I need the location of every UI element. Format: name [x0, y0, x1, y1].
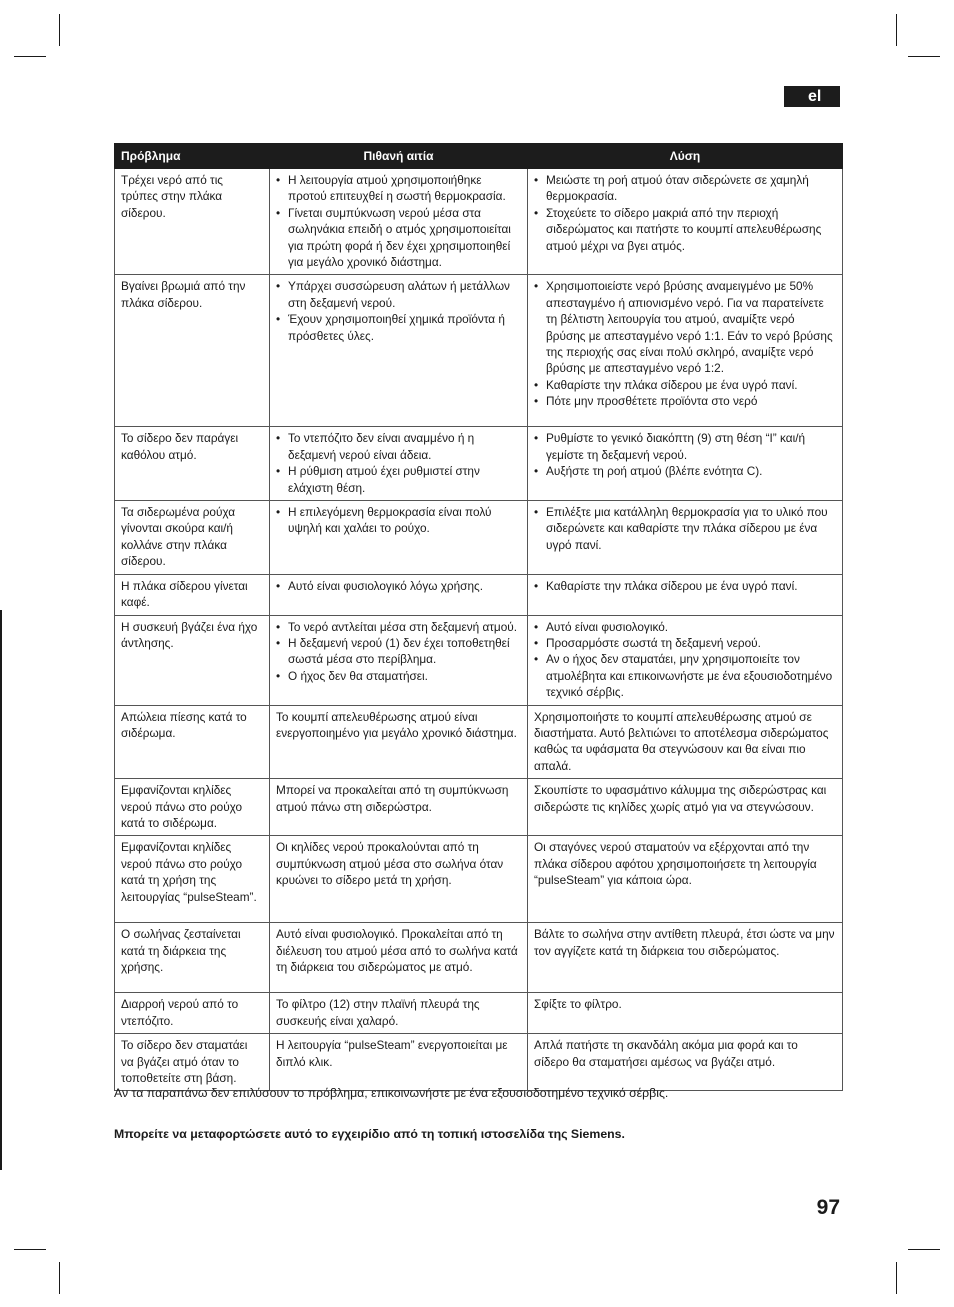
problem-text: Εμφανίζονται κηλίδες νερού πάνω στο ρούχο κατά το σιδέρωμα.	[121, 783, 243, 830]
cause-item: • Υπάρχει συσσώρευση αλάτων ή μετάλλων στη δεξαμενή νερού.	[276, 278, 521, 311]
cause-item: • Η λειτουργία ατμού χρησιμοποιήθηκε προτού επιτευχθεί η σωστή θερμοκρασία.	[276, 172, 521, 205]
cause-cell	[270, 615, 528, 705]
solution-item: • Αυξήστε τη ροή ατμού (βλέπε ενότητα C).	[534, 463, 836, 479]
problem-cell	[115, 836, 270, 923]
cause-list	[276, 172, 521, 270]
solution-cell	[528, 705, 843, 779]
solution-item: • Στοχεύετε το σίδερο μακριά από την περιοχή σιδερώματος και πατήστε το κουμπί απελευθέρωσης ατμού μέχρι να βγει ατμός.	[534, 205, 836, 254]
problem-cell	[115, 275, 270, 427]
crop-mark	[908, 1249, 940, 1250]
problem-text: Διαρροή νερού από το ντεπόζιτο.	[121, 997, 239, 1028]
table-row	[115, 705, 843, 779]
solution-cell	[528, 427, 843, 501]
solution-item: • Αυτό είναι φυσιολογικό.	[534, 619, 836, 635]
crop-mark	[59, 1262, 60, 1294]
problem-text: Ο σωλήνας ζεσταίνεται κατά τη διάρκεια της χρήσης.	[121, 927, 241, 975]
problem-cell	[115, 501, 270, 575]
cause-item: • Το νερό αντλείται μέσα στη δεξαμενή ατμού.	[276, 619, 521, 635]
table-row	[115, 275, 843, 427]
problem-text: Το σίδερο δεν παράγει καθόλου ατμό.	[121, 431, 239, 462]
problem-cell	[115, 993, 270, 1034]
cause-item: • Ο ήχος δεν θα σταματήσει.	[276, 668, 521, 684]
solution-cell	[528, 169, 843, 275]
solution-text: Σφίξτε το φίλτρο.	[534, 997, 622, 1012]
solution-list	[534, 430, 836, 479]
cause-text: Οι κηλίδες νερού προκαλούνται από τη συμπύκνωση ατμού μέσα στο σωλήνα όταν κρυώνει το σίδερο μετά τη χρήση.	[276, 840, 504, 888]
table-body	[115, 169, 843, 1091]
binding-edge-rule	[0, 610, 2, 1170]
cause-cell	[270, 169, 528, 275]
crop-mark	[896, 14, 897, 46]
solution-cell	[528, 615, 843, 705]
service-note: Αν τα παραπάνω δεν επιλύσουν το πρόβλημα, επικοινωνήστε με ένα εξουσιοδοτημένο τεχνικό σέρβις.	[114, 1086, 669, 1100]
solution-cell	[528, 574, 843, 615]
page-number: 97	[816, 1196, 840, 1219]
solution-item: • Επιλέξτε μια κατάλληλη θερμοκρασία για το υλικό που σιδερώνετε και καθαρίστε την πλάκα σίδερου με ένα υγρό πανί.	[534, 504, 836, 553]
table-row	[115, 779, 843, 836]
solution-item: • Ρυθμίστε το γενικό διακόπτη (9) στη θέση “I” και/ή γεμίστε τη δεξαμενή νερού.	[534, 430, 836, 463]
solution-item: • Μειώστε τη ροή ατμού όταν σιδερώνετε σε χαμηλή θερμοκρασία.	[534, 172, 836, 205]
solution-cell	[528, 275, 843, 427]
download-note: Μπορείτε να μεταφορτώσετε αυτό το εγχειρίδιο από τη τοπική ιστοσελίδα της Siemens.	[114, 1127, 625, 1141]
cause-list	[276, 504, 521, 537]
problem-text: Το σίδερο δεν σταματάει να βγάζει ατμό όταν το τοποθετείτε στη βάση.	[121, 1038, 248, 1085]
cause-cell	[270, 275, 528, 427]
table-row	[115, 993, 843, 1034]
solution-list	[534, 619, 836, 701]
solution-cell	[528, 501, 843, 575]
problem-text: Τρέχει νερό από τις τρύπες στην πλάκα σίδερου.	[121, 173, 223, 220]
cause-cell	[270, 836, 528, 923]
table-row	[115, 427, 843, 501]
cause-cell	[270, 574, 528, 615]
language-badge: el	[784, 86, 840, 107]
problem-cell	[115, 1034, 270, 1091]
solution-item: • Χρησιμοποιείστε νερό βρύσης αναμειγμένο με 50% απεσταγμένο ή απιονισμένο νερό. Για να παρατείνετε τη βέλτιστη λειτουργία του ατμού, αναμίξτε νερό βρύσης με απεσταγμένο νερό 1:1. Εάν το νερό βρύσης της περιοχής σας είναι πολύ σκληρό, αναμίξτε νερό βρύσης με απεσταγμένο νερό 1:2.	[534, 278, 836, 376]
problem-cell	[115, 574, 270, 615]
cause-cell	[270, 501, 528, 575]
solution-item: • Καθαρίστε την πλάκα σίδερου με ένα υγρό πανί.	[534, 377, 836, 393]
solution-text: Σκουπίστε το υφασμάτινο κάλυμμα της σιδερώστρας και σιδερώστε τις κηλίδες χωρίς ατμό για να στεγνώσουν.	[534, 783, 827, 814]
crop-mark	[896, 1262, 897, 1294]
cause-text: Το κουμπί απελευθέρωσης ατμού είναι ενεργοποιημένο για μεγάλο χρονικό διάστημα.	[276, 709, 517, 740]
solution-cell	[528, 1034, 843, 1091]
problem-cell	[115, 169, 270, 275]
cause-item: • Η επιλεγόμενη θερμοκρασία είναι πολύ υψηλή και χαλάει το ρούχο.	[276, 504, 521, 537]
solution-cell	[528, 923, 843, 993]
solution-text: Βάλτε το σωλήνα στην αντίθετη πλευρά, έτσι ώστε να μην τον αγγίζετε κατά τη διάρκεια του σιδερώματος.	[534, 927, 835, 958]
cause-text: Μπορεί να προκαλείται από τη συμπύκνωση ατμού πάνω στη σιδερώστρα.	[276, 783, 509, 814]
crop-mark	[59, 14, 60, 46]
header-solution: Λύση	[528, 144, 843, 169]
solution-cell	[528, 836, 843, 923]
solution-list	[534, 278, 836, 409]
solution-item: • Πότε μην προσθέτετε προϊόντα στο νερό	[534, 393, 836, 409]
header-problem: Πρόβλημα	[115, 144, 270, 169]
solution-text: Χρησιμοποιήστε το κουμπί απελευθέρωσης ατμού σε διαστήματα. Αυτό βελτιώνει το αποτέλεσμα σιδερώματος καθώς τα υφάσματα θα στεγνώσουν και θα είναι πιο απαλά.	[534, 709, 829, 773]
solution-list	[534, 504, 836, 553]
problem-text: Η συσκευή βγάζει ένα ήχο άντλησης.	[121, 619, 258, 650]
header-cause: Πιθανή αιτία	[270, 144, 528, 169]
problem-cell	[115, 427, 270, 501]
cause-cell	[270, 427, 528, 501]
crop-mark	[14, 56, 46, 57]
solution-cell	[528, 779, 843, 836]
table-row	[115, 1034, 843, 1091]
cause-cell	[270, 1034, 528, 1091]
troubleshooting-table	[114, 143, 843, 1091]
problem-cell	[115, 923, 270, 993]
table-row	[115, 574, 843, 615]
solution-list	[534, 578, 836, 594]
cause-item: • Αυτό είναι φυσιολογικό λόγω χρήσης.	[276, 578, 521, 594]
cause-cell	[270, 705, 528, 779]
table-row	[115, 169, 843, 275]
crop-mark	[14, 1249, 46, 1250]
problem-cell	[115, 779, 270, 836]
table-row	[115, 836, 843, 923]
cause-item: • Έχουν χρησιμοποιηθεί χημικά προϊόντα ή πρόσθετες ύλες.	[276, 311, 521, 344]
crop-mark	[908, 56, 940, 57]
table-row	[115, 615, 843, 705]
cause-cell	[270, 923, 528, 993]
cause-item: • Η ρύθμιση ατμού έχει ρυθμιστεί στην ελάχιστη θέση.	[276, 463, 521, 496]
problem-text: Βγαίνει βρωμιά από την πλάκα σίδερου.	[121, 279, 246, 310]
problem-cell	[115, 705, 270, 779]
solution-list	[534, 172, 836, 254]
cause-item: • Η δεξαμενή νερού (1) δεν έχει τοποθετηθεί σωστά μέσα στο περίβλημα.	[276, 635, 521, 668]
solution-item: • Καθαρίστε την πλάκα σίδερου με ένα υγρό πανί.	[534, 578, 836, 594]
problem-text: Τα σιδερωμένα ρούχα γίνονται σκούρα και/ή κολλάνε στην πλάκα σίδερου.	[121, 505, 236, 569]
cause-list	[276, 578, 521, 594]
cause-text: Η λειτουργία “pulseSteam” ενεργοποιείται με διπλό κλικ.	[276, 1038, 508, 1069]
solution-text: Οι σταγόνες νερού σταματούν να εξέρχονται από την πλάκα σίδερου αφότου χρησιμοποιήσετε τη λειτουργία “pulseSteam” για κάποια ώρα.	[534, 840, 817, 888]
solution-item: • Προσαρμόστε σωστά τη δεξαμενή νερού.	[534, 635, 836, 651]
problem-cell	[115, 615, 270, 705]
cause-item: • Γίνεται συμπύκνωση νερού μέσα στα σωληνάκια επειδή ο ατμός χρησιμοποιείται για πρώτη φορά ή δεν έχει χρησιμοποιηθεί για μεγάλο χρονικό διάστημα.	[276, 205, 521, 271]
cause-cell	[270, 779, 528, 836]
cause-text: Το φίλτρο (12) στην πλαϊνή πλευρά της συσκευής είναι χαλαρό.	[276, 997, 480, 1028]
problem-text: Απώλεια πίεσης κατά το σιδέρωμα.	[121, 709, 247, 740]
cause-item: • Το ντεπόζιτο δεν είναι αναμμένο ή η δεξαμενή νερού είναι άδεια.	[276, 430, 521, 463]
solution-text: Απλά πατήστε τη σκανδάλη ακόμα μια φορά και το σίδερο θα σταματήσει αμέσως να βγάζει ατμό.	[534, 1038, 798, 1069]
problem-text: Η πλάκα σίδερου γίνεται καφέ.	[121, 578, 248, 610]
solution-cell	[528, 993, 843, 1034]
cause-list	[276, 619, 521, 685]
table-row	[115, 501, 843, 575]
cause-cell	[270, 993, 528, 1034]
problem-text: Εμφανίζονται κηλίδες νερού πάνω στο ρούχο κατά τη χρήση της λειτουργίας “pulseSteam”.	[121, 840, 257, 904]
cause-list	[276, 430, 521, 496]
table-header-row	[115, 144, 843, 169]
cause-text: Αυτό είναι φυσιολογικό. Προκαλείται από τη διέλευση του ατμού μέσα από το σωλήνα κατά τη διάρκεια του σιδερώματος με ατμό.	[276, 927, 518, 975]
table-row	[115, 923, 843, 993]
solution-item: • Αν ο ήχος δεν σταματάει, μην χρησιμοποιείτε τον ατμολέβητα και επικοινωνήστε με ένα εξουσιοδοτημένο τεχνικό σέρβις.	[534, 651, 836, 700]
cause-list	[276, 278, 521, 344]
